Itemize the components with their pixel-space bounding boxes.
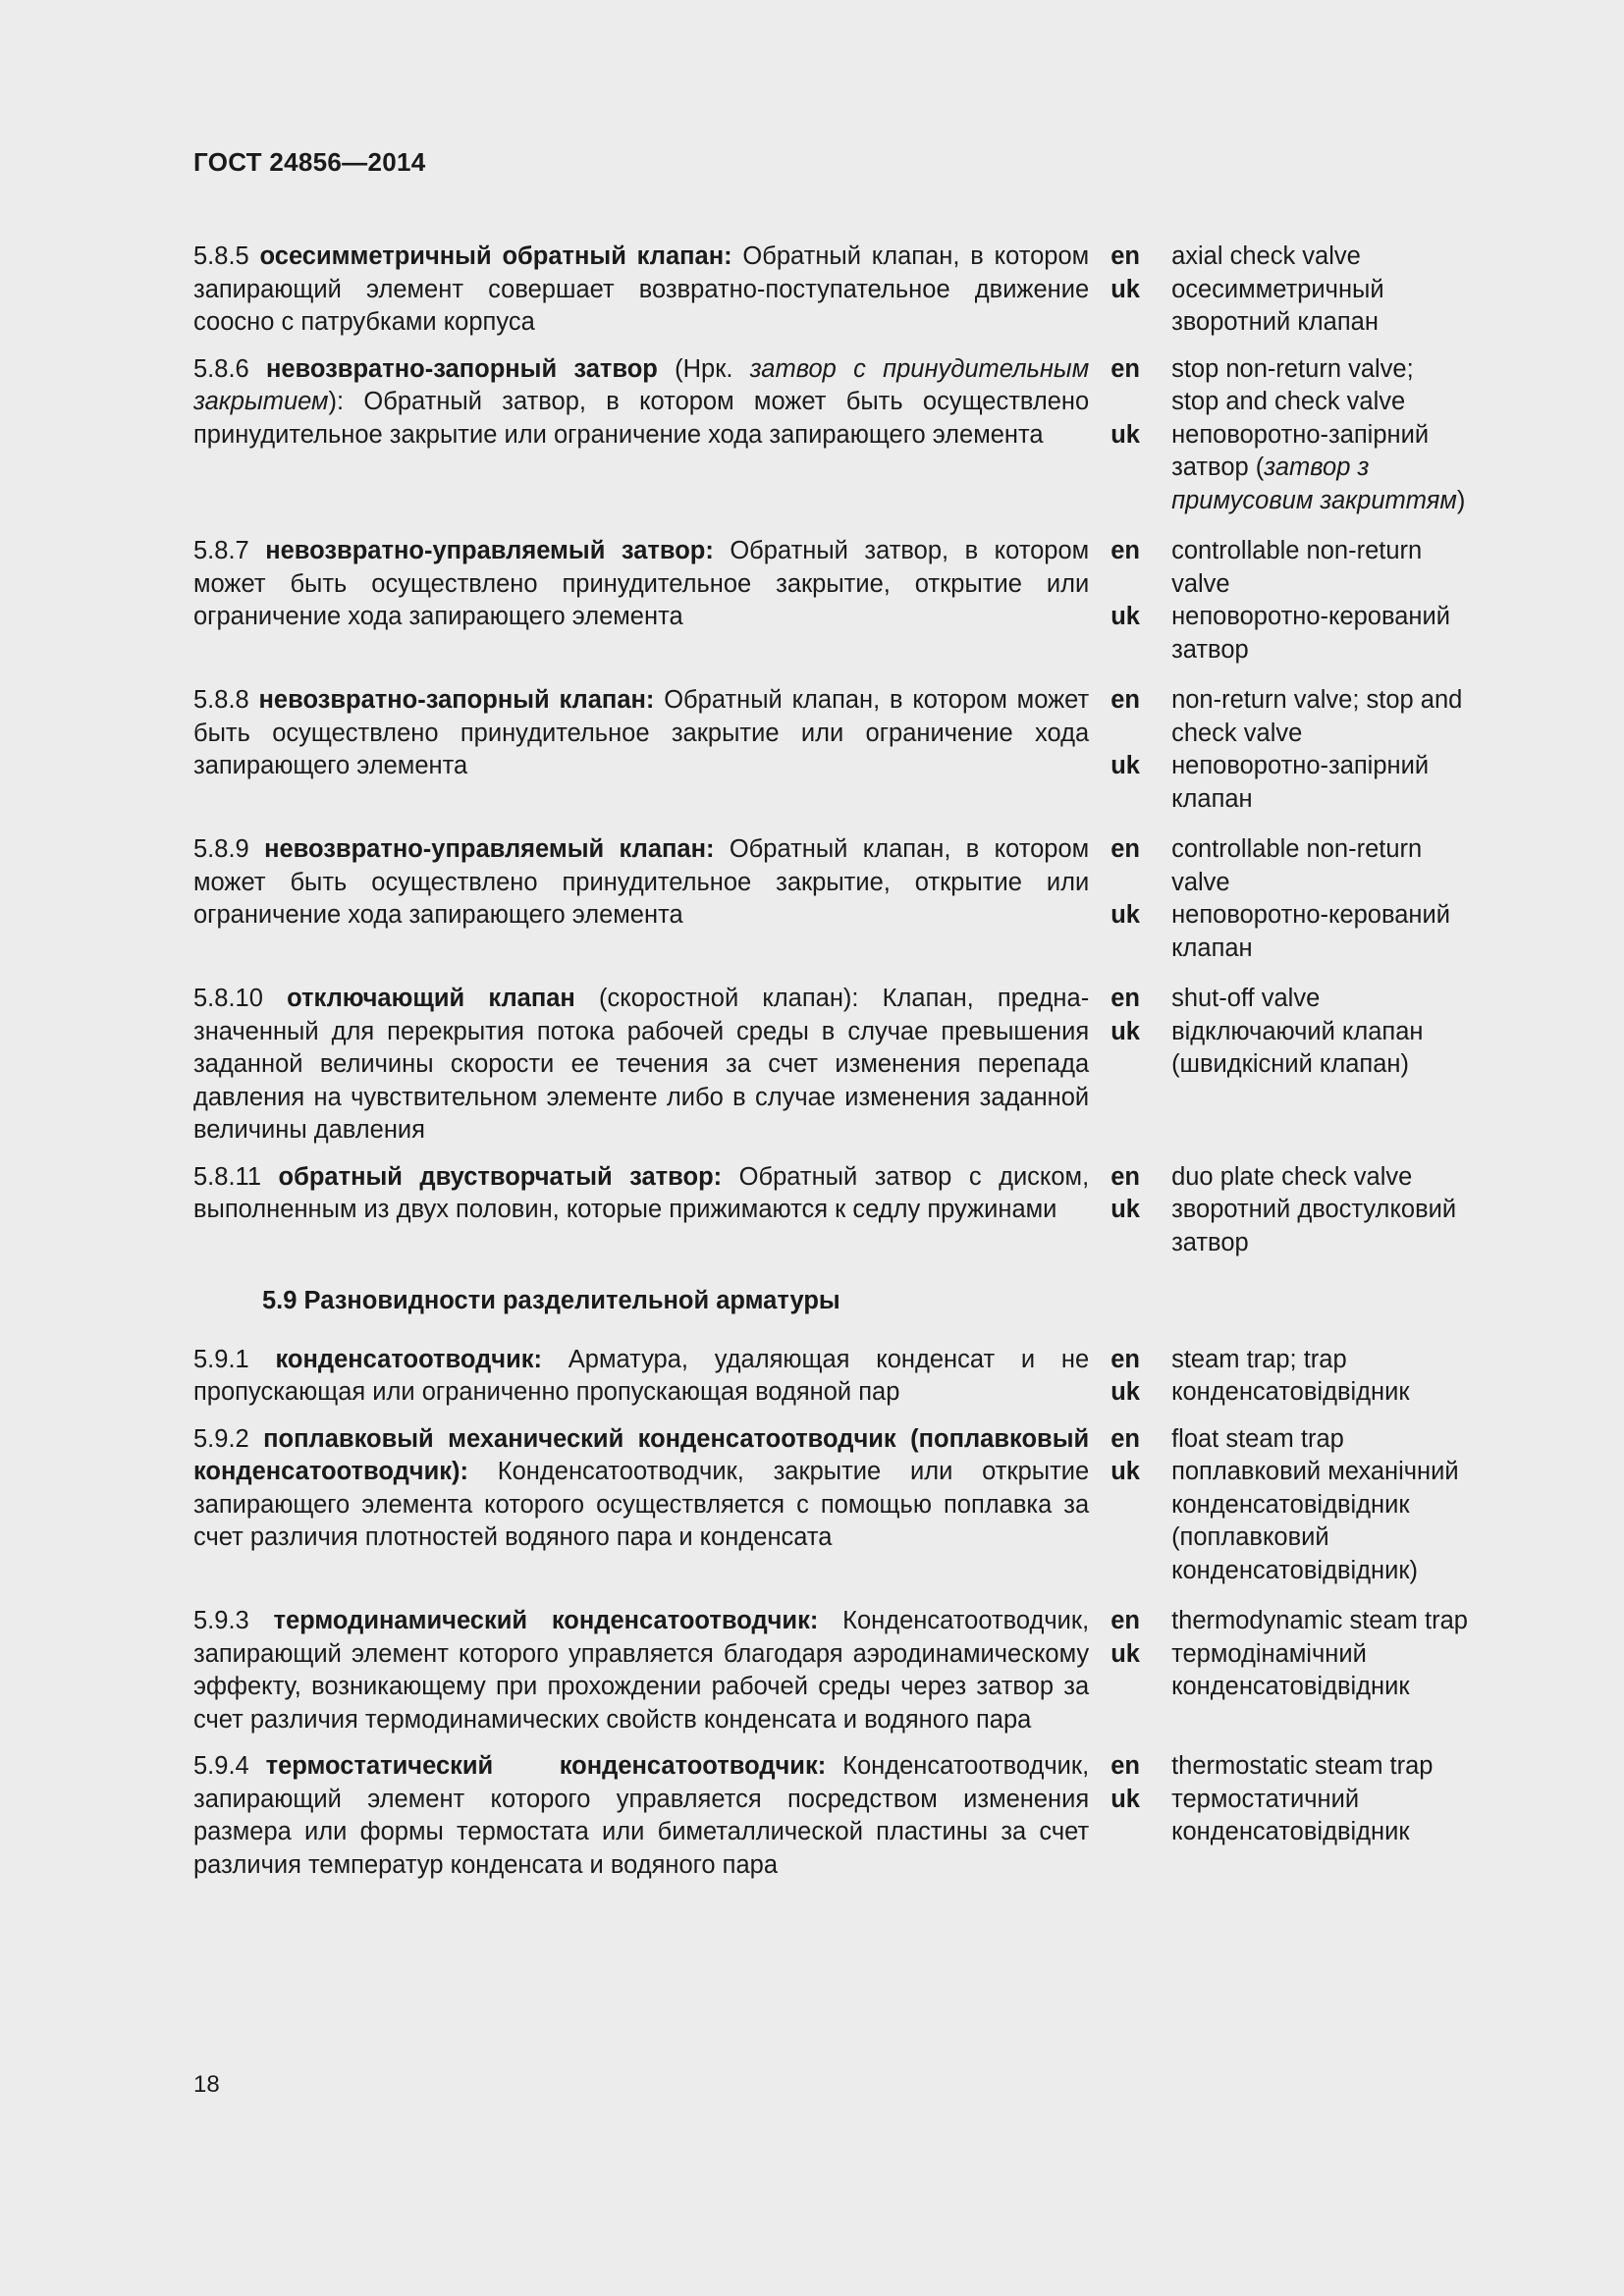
lang-code: uk: [1110, 1639, 1140, 1668]
translations: [1171, 353, 1509, 518]
term-entry: [193, 1423, 1509, 1588]
translation-en: shut-off valve: [1171, 985, 1321, 1012]
language-codes: [1110, 684, 1150, 783]
definition-text: Обратный клапан, в котором может быть осуществлено принудительное закрытие или ограничение хода запирающего элемента: [193, 686, 1090, 779]
term-definition: [193, 983, 1089, 1148]
translation-en: stop non-return valve;: [1171, 354, 1414, 383]
translation-uk: затвор (затвор з примусовим закриттям): [1171, 454, 1466, 514]
lang-code: en: [1110, 686, 1140, 714]
term-name: обратный двустворчатый затвор:: [278, 1162, 723, 1191]
translation-uk: відключаючий клапан (швидкісний клапан): [1171, 1017, 1424, 1078]
lang-code: en: [1110, 835, 1140, 863]
language-codes: [1110, 833, 1150, 933]
lang-code: en: [1110, 1162, 1140, 1191]
clause-number: 5.9.3: [193, 1607, 249, 1634]
lang-code: uk: [1110, 1785, 1140, 1813]
translation-uk: неповоротно-запірний: [1171, 420, 1430, 449]
translation-en: valve: [1171, 868, 1230, 896]
translation-en: non-return valve; stop and: [1171, 686, 1463, 714]
lang-code: en: [1110, 354, 1140, 383]
lang-code: uk: [1110, 275, 1140, 303]
translations: [1171, 1161, 1509, 1260]
language-codes: [1110, 240, 1150, 306]
term-entry: [193, 983, 1509, 1148]
lang-code: en: [1110, 1752, 1140, 1780]
term-entry: [193, 535, 1509, 667]
translation-en: thermostatic steam trap: [1171, 1752, 1434, 1780]
lang-code: en: [1110, 1607, 1140, 1634]
definition-text: Обратный затвор, в котором может быть осуществлено принудительное закрытие, открытие или ограничение хода запирающего элемента: [193, 537, 1090, 630]
term-definition: [193, 684, 1089, 783]
term-name: невозвратно-управляемый затвор:: [265, 537, 714, 564]
translation-en: float steam trap: [1171, 1424, 1344, 1453]
clause-number: 5.8.10: [193, 985, 263, 1012]
lang-code: uk: [1110, 603, 1140, 630]
term-entry: [193, 240, 1509, 340]
term-definition: [193, 240, 1089, 340]
translation-uk: термодінамічний конденсатовідвідник: [1171, 1639, 1410, 1700]
translation-en: steam trap; trap: [1171, 1345, 1347, 1373]
clause-number: 5.9.2: [193, 1424, 249, 1453]
translation-uk: неповоротно-керований клапан: [1171, 901, 1450, 962]
translation-en: controllable non-return: [1171, 537, 1423, 564]
translation-en: duo plate check valve: [1171, 1162, 1413, 1191]
term-entry: [193, 684, 1509, 816]
translation-uk: неповоротно-запірний клапан: [1171, 752, 1430, 813]
clause-number: 5.8.8: [193, 686, 249, 714]
page-number: 18: [193, 2071, 220, 2098]
lang-code: uk: [1110, 1196, 1140, 1223]
term-definition: [193, 353, 1089, 453]
clause-number: 5.8.11: [193, 1162, 262, 1191]
translations: [1171, 833, 1509, 965]
term-definition: [193, 1344, 1089, 1410]
document-body: [193, 240, 1509, 1882]
translations: [1171, 1344, 1509, 1410]
translations: [1171, 535, 1509, 667]
language-codes: [1110, 983, 1150, 1048]
term-name: отключающий клапан: [287, 985, 575, 1012]
lang-code: en: [1110, 1345, 1140, 1373]
clause-number: 5.8.6: [193, 354, 249, 383]
term-definition: [193, 1161, 1089, 1227]
translation-uk: поплавковий механічний конденсатовідвідник (поплавковий конденсатовідвідник): [1171, 1458, 1459, 1584]
lang-code: uk: [1110, 901, 1140, 929]
clause-number: 5.9.4: [193, 1752, 249, 1780]
definition-text: Конденсатоотводчик, запирающий элемент которого управляется благодаря аэродинамическому эффекту, возникающему при прохождении рабочей среды через затвор за счет различия термодинамических свойств конденсата и водяного пара: [193, 1607, 1090, 1734]
term-definition: [193, 1605, 1089, 1736]
term-name: конденсатоотводчик:: [275, 1345, 542, 1373]
translation-uk: неповоротно-керований затвор: [1171, 603, 1450, 664]
translation-en: stop and check valve: [1171, 388, 1406, 415]
term-name: термодинамический конденсатоотводчик:: [273, 1607, 819, 1634]
definition-text: (скоростной клапан): Клапан, предназначенный для перекрытия потока рабочей среды в случае превышения заданной величины скорости ее течения за счет изменения перепада давления на чувствительном элементе либо в случае изменения заданной величины давления: [193, 985, 1090, 1144]
lang-code: en: [1110, 985, 1140, 1012]
term-entry: [193, 833, 1509, 965]
translation-uk: зворотний двостулковий затвор: [1171, 1196, 1457, 1256]
section-heading: 5.9 Разновидности разделительной арматуры: [262, 1287, 840, 1314]
translations: [1171, 684, 1509, 816]
language-codes: [1110, 1605, 1150, 1671]
lang-code: uk: [1110, 1378, 1140, 1406]
definition-text: Конденсатоотводчик, закрытие или открытие запирающего элемента которого осуществляется с помощью поплавка за счет различия плотностей водяного пара и конденсата: [193, 1458, 1090, 1551]
lang-code: uk: [1110, 752, 1140, 779]
lang-code: uk: [1110, 420, 1140, 449]
translations: [1171, 1605, 1509, 1704]
translation-uk: термостатичний конденсатовідвідник: [1171, 1785, 1410, 1845]
document-header: ГОСТ 24856—2014: [193, 147, 426, 177]
language-codes: [1110, 535, 1150, 634]
translations: [1171, 1423, 1509, 1588]
translations: [1171, 983, 1509, 1082]
clause-number: 5.8.9: [193, 835, 249, 863]
translations: [1171, 1750, 1509, 1849]
language-codes: [1110, 1750, 1150, 1816]
term-definition: [193, 535, 1089, 634]
translations: [1171, 240, 1509, 340]
definition-text: Обратный затвор с диском, выполненным из двух половин, которые прижимаются к седлу пружинами: [193, 1162, 1090, 1223]
term-entry: [193, 1750, 1509, 1882]
translation-uk: осесимметричный зворотний клапан: [1171, 275, 1384, 336]
translation-en: thermodynamic steam trap: [1171, 1607, 1468, 1634]
translation-en: check valve: [1171, 719, 1303, 747]
term-name: термостатический конденсатоотводчик:: [265, 1752, 827, 1780]
definition-text: Обратный клапан, в котором может быть осуществлено принудительное закрытие, открытие или ограничение хода запирающего элемента: [193, 835, 1090, 929]
translation-uk: конденсатовідвідник: [1171, 1378, 1410, 1406]
translation-en: axial check valve: [1171, 242, 1361, 270]
translation-en: valve: [1171, 569, 1230, 598]
term-name: невозвратно-запорный клапан:: [258, 686, 655, 714]
lang-code: en: [1110, 242, 1140, 270]
language-codes: [1110, 1161, 1150, 1227]
term-name: невозвратно-запорный затвор: [265, 354, 658, 383]
language-codes: [1110, 353, 1150, 453]
clause-number: 5.9.1: [193, 1345, 249, 1373]
term-definition: [193, 833, 1089, 933]
definition-text: Конденсатоотводчик, запирающий элемент которого управляется посредством изменения размера или формы термостата или биметаллической пластины за счет различия температур конденсата и водяного пара: [193, 1752, 1090, 1879]
lang-code: uk: [1110, 1458, 1140, 1485]
term-entry: [193, 1161, 1509, 1260]
language-codes: [1110, 1344, 1150, 1410]
language-codes: [1110, 1423, 1150, 1489]
term-entry: [193, 1605, 1509, 1736]
term-name: невозвратно-управляемый клапан:: [264, 835, 715, 863]
lang-code: en: [1110, 1424, 1140, 1453]
deprecated-term: затвор с принудительным закрытием: [193, 354, 1090, 415]
term-entry: [193, 353, 1509, 518]
lang-code: en: [1110, 537, 1140, 564]
clause-number: 5.8.5: [193, 242, 249, 270]
definition-text: Арматура, удаляющая конденсат и не пропускающая или ограниченно пропускающая водяной пар: [193, 1345, 1090, 1406]
term-name: осесимметричный обратный клапан:: [259, 242, 732, 270]
definition-text: (Нрк.: [657, 354, 750, 383]
term-definition: [193, 1423, 1089, 1555]
definition-text: ): Обратный затвор, в котором может быть осуществлено принудительное закрытие или ограничение хода запирающего элемента: [193, 388, 1090, 449]
definition-text: Обратный клапан, в котором запирающий элемент совершает возвратно-поступательное движение соосно с патрубками корпуса: [193, 242, 1090, 336]
term-definition: [193, 1750, 1089, 1882]
lang-code: uk: [1110, 1017, 1140, 1045]
translation-en: controllable non-return: [1171, 835, 1423, 863]
clause-number: 5.8.7: [193, 537, 249, 564]
term-name: поплавковый механический конденсатоотводчик (поплавковый конденсатоотводчик):: [193, 1424, 1090, 1485]
term-entry: [193, 1344, 1509, 1410]
